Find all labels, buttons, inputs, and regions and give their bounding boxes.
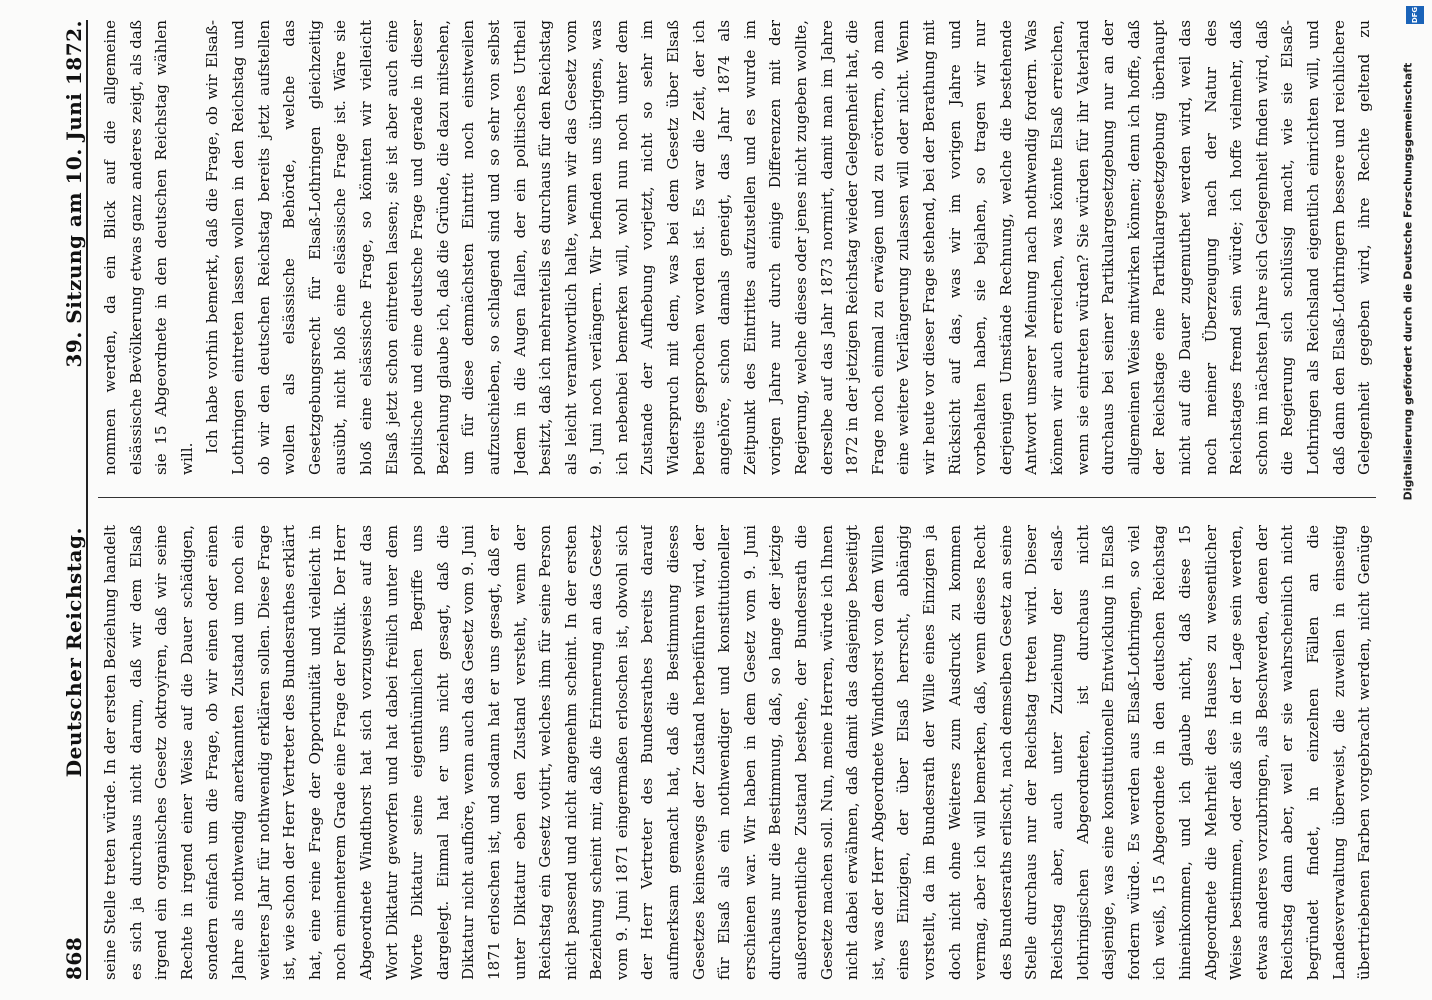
digitization-credit: Digitalisierung gefördert durch die Deutsche Forschungsgemeinschaft — [1401, 62, 1415, 501]
right-text-column — [98, 20, 1376, 475]
page-header — [46, 20, 88, 980]
right-paragraph-1: nommen werden, da ein Blick auf die allgemeine elsässische Bevölkerung etwas ganz anderes zeigt, als daß sie 15 Abgeordnete in den deutschen Reichstag wählen will. — [101, 20, 196, 475]
right-paragraph-2: Ich habe vorhin bemerkt, daß die Frage, ob wir Elsaß-Lothringen eintreten lassen wollen in den Reichstag und ob wir den deutschen Reichstag bereits jetzt aufstellen wollen als elsässische Behörde, welche das Gesetzgebungsrecht für Elsaß-Lothringen gleichzeitig ausübt, nicht bloß eine elsässische Frage ist. Wäre sie bloß eine elsässische Frage, so könnten wir vielleicht Elsaß jetzt schon eintreten lassen; sie ist aber auch eine politische und eine deutsche Frage und gerade in dieser Beziehung glaube ich, daß die Gründe, die dazu mitsehen, um für diese demnächsten Eintritt noch einstweilen aufzuschieben, so schlagend sind und so sehr von selbst Jedem in die Augen fallen, der ein politisches Urtheil besitzt, daß ich mehrenteils es durchaus für den Reichstag als leicht verantwortlich halte, wenn wir das Gesetz vom 9. Juni noch verlängern. Wir befinden uns übrigens, was ich nebenbei bemerken will, wohl nun noch unter dem Zustande der Aufhebung vorjetzt, nicht so sehr im Widerspruch mit dem, was bei dem Gesetz über Elsaß bereits gesprochen worden ist. Es war die Zeit, der ich angehöre, schon damals geneigt, das Jahr 1874 als Zeitpunkt des Eintrittes aufzustellen und es wurde im vorigen Jahre nur durch einige Differenzen mit der Regierung, welche dieses oder jenes nicht zugeben wollte, derselbe auf das Jahr 1873 normirt, damit man im Jahre 1872 in der jetzigen Reichstag wieder Gelegenheit hat, die Frage noch einmal zu erwägen und zu erörtern, ob man eine weitere Verlängerung zulassen will oder nicht. Wenn wir heute vor dieser Frage stehend, bei der Berathung mit Rücksicht auf das, was wir im vorigen Jahre und vorbehalten haben, sie bejahen, so tragen wir nur derjenigen Umstände Rechnung, welche die bestehende Antwort unserer Meinung nach nothwendig fordern. Was können wir auch erreichen, was könnte Elsaß erreichen, wenn sie eintreten würden? Sie würden für ihr Vaterland durchaus bei seiner Partikulargesetzgebung nur an der allgemeinen Weise mitwirken können; denn ich hoffe, daß der Reichstage eine Partikulargesetzgebung überhaupt nicht auf die Dauer zugemuthet werden wird, weil das noch meiner Überzeugung nach der Natur des Reichstages fremd sein würde; ich hoffe vielmehr, daß schon im nächsten Jahre sich Gelegenheit finden wird, daß die Regierung sich schlüssig macht, wie sie Elsaß-Lothringen als Reichsland eigentlich einrichten will, und daß dann den Elsaß-Lothringern bessere und reichlichere Gelegenheit gegeben wird, ihre Rechte geltend zu — [203, 20, 1374, 475]
left-paragraph-1: seine Stelle treten würde. In der ersten Beziehung handelt es sich ja durchaus nicht darum, daß wir dem Elsaß irgend ein organisches Gesetz oktroyiren, daß wir seine Rechte in irgend einer Weise auf die Dauer schädigen, sondern einfach um die Frage, ob wir einen oder einen Jahre als nothwendig anerkannten Zustand um noch ein weiteres Jahr für nothwendig erklären sollen. Diese Frage ist, wie schon der Herr Vertreter des Bundesrathes erklärt hat, eine reine Frage der Opportunität und vielleicht in noch eminenterem Grade eine Frage der Politik. Der Herr Abgeordnete Windthorst hat sich vorzugsweise auf das Wort Diktatur geworfen und hat dabei freilich unter dem Worte Diktatur seine eigenthümlichen Begriffe uns dargelegt. Einmal hat er uns nicht gesagt, daß die Diktatur nicht aufhöre, wenn auch das Gesetz vom 9. Juni 1871 erloschen ist, und sodann hat er uns gesagt, daß er unter Diktatur eben den Zustand versteht, wenn der Reichstag ein Gesetz votirt, welches ihm für seine Person nicht passend und nicht angenehm scheint. In der ersten Beziehung scheint mir, daß die Erinnerung an das Gesetz vom 9. Juni 1871 eingermaßen erloschen ist, obwohl sich der Herr Vertreter des Bundesrathes bereits darauf aufmerksam gemacht hat, daß die Bestimmung dieses Gesetzes keineswegs der Zustand herbeiführen wird, der für Elsaß als ein nothwendiger und konstitutioneller erschienen war. Wir haben in dem Gesetz vom 9. Juni durchaus nur die Bestimmung, daß, so lange der jetzige außerordentliche Zustand bestehe, der Bundesrath die Gesetze machen soll. Nun, meine Herren, würde ich Ihnen nicht dabei erwähnen, daß damit das dasjenige beseitigt ist, was der Herr Abgeordnete Windthorst von dem Willen eines Einzigen, der über Elsaß herrscht, abhängig vorstellt, da im Bundesrath der Wille eines Einzigen ja doch nicht ohne Weiteres zum Ausdruck zu kommen vermag, aber ich will bemerken, daß, wenn dieses Recht des Bundesraths erlischt, nach demselben Gesetz an seine Stelle durchaus nur der Reichstag treten wird. Dieser Reichstag aber, auch unter Zuziehung der elsaß-lothringischen Abgeordneten, ist durchaus nicht dasjenige, was eine konstitutionelle Entwicklung in Elsaß fordern würde. Es werden aus Elsaß-Lothringen, so viel ich weiß, 15 Abgeordnete in den deutschen Reichstag hineinkommen, und ich glaube nicht, daß diese 15 Abgeordnete die Mehrheit des Hauses zu wesentlicher Weise bestimmen, oder daß sie in der Lage sein werden, etwas anderes vorzubringen, als Beschwerden, denen der Reichstag dann aber, weil er sie wahrscheinlich nicht begründet findet, in einzelnen Fällen an die Landesverwaltung überweist, die zuweilen in einseitig übertriebenen Farben vorgebracht werden, nicht Genüge — [101, 525, 1374, 980]
left-text-column — [98, 525, 1376, 980]
page-number: 868 — [62, 936, 86, 980]
dfg-logo-label: DFG — [1411, 6, 1419, 24]
rotated-document-page — [46, 20, 1386, 980]
session-title: 39. Sitzung am 10. Juni 1872. — [62, 20, 86, 368]
publication-title: Deutscher Reichstag. — [62, 527, 86, 778]
column-divider — [98, 497, 1376, 498]
digitization-sideband — [1401, 0, 1426, 1000]
